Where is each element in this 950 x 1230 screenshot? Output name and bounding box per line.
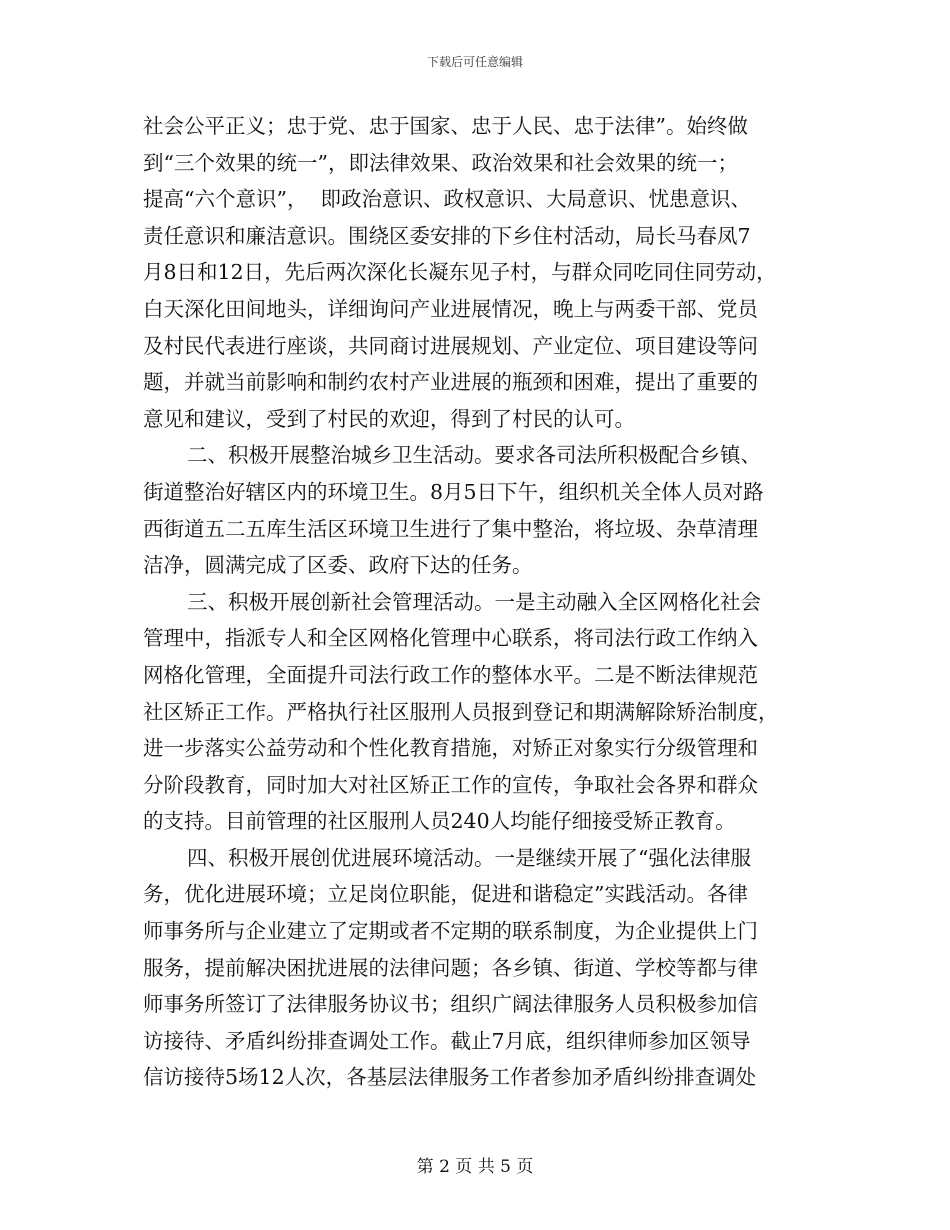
text-line: 月8日和12日，先后两次深化长凝东见子村，与群众同吃同住同劳动， xyxy=(143,260,777,285)
document-body xyxy=(143,108,808,1096)
text-line: 题，并就当前影响和制约农村产业进展的瓶颈和困难，提出了重要的 xyxy=(143,370,758,395)
text-line: 服务，提前解决困扰进展的法律问题；各乡镇、街道、学校等都与律 xyxy=(143,955,758,980)
text-line: 信访接待5场12人次，各基层法律服务工作者参加矛盾纠纷排查调处 xyxy=(143,1065,757,1090)
text-line: 师事务所签订了法律服务协议书；组织广阔法律服务人员积极参加信 xyxy=(143,992,758,1017)
text-line: 社会公平正义；忠于党、忠于国家、忠于人民、忠于法律”。始终做 xyxy=(143,114,748,138)
text-line: 进一步落实公益劳动和个性化教育措施，对矫正对象实行分级管理和 xyxy=(143,736,758,761)
text-line: 洁净，圆满完成了区委、政府下达的任务。 xyxy=(143,553,533,578)
paragraph-start-line: 四、积极开展创优进展环境活动。一是继续开展了“强化法律服 xyxy=(187,845,751,870)
text-line: 及村民代表进行座谈，共同商讨进展规划、产业定位、项目建设等问 xyxy=(143,333,758,358)
text-line: 务，优化进展环境；立足岗位职能，促进和谐稳定”实践活动。各律 xyxy=(143,882,748,907)
text-line: 访接待、矛盾纠纷排查调处工作。截止7月底，组织律师参加区领导 xyxy=(143,1028,751,1053)
text-line: 分阶段教育，同时加大对社区矫正工作的宣传，争取社会各界和群众 xyxy=(143,772,758,797)
text-line: 责任意识和廉洁意识。围绕区委安排的下乡住村活动，局长马春凤7 xyxy=(143,223,751,248)
text-line: 管理中，指派专人和全区网格化管理中心联系，将司法行政工作纳入 xyxy=(143,626,758,651)
text-line: 到“三个效果的统一”，即法律效果、政治效果和社会效果的统一； xyxy=(143,150,738,175)
text-line: 网格化管理，全面提升司法行政工作的整体水平。二是不断法律规范 xyxy=(143,662,758,687)
page-header: 下载后可任意编辑 xyxy=(426,55,523,69)
paragraph-start-line: 三、积极开展创新社会管理活动。一是主动融入全区网格化社会 xyxy=(187,589,761,614)
paragraph-start-line: 二、积极开展整治城乡卫生活动。要求各司法所积极配合乡镇、 xyxy=(187,443,761,468)
text-line: 提高“六个意识”， 即政治意识、政权意识、大局意识、忧患意识、 xyxy=(143,187,751,212)
text-line: 社区矫正工作。严格执行社区服刑人员报到登记和期满解除矫治制度， xyxy=(143,699,779,724)
page-number: 第 2 页 共 5 页 xyxy=(416,1157,534,1177)
text-line: 意见和建议，受到了村民的欢迎，得到了村民的认可。 xyxy=(143,406,635,431)
text-line: 的支持。目前管理的社区服刑人员240人均能仔细接受矫正教育。 xyxy=(143,809,736,834)
text-line: 西街道五二五库生活区环境卫生进行了集中整治，将垃圾、杂草清理 xyxy=(143,516,758,541)
text-line: 师事务所与企业建立了定期或者不定期的联系制度，为企业提供上门 xyxy=(143,919,758,944)
text-line: 白天深化田间地头，详细询问产业进展情况，晚上与两委干部、党员 xyxy=(143,296,758,321)
text-line: 街道整治好辖区内的环境卫生。8月5日下午，组织机关全体人员对路 xyxy=(143,479,764,504)
